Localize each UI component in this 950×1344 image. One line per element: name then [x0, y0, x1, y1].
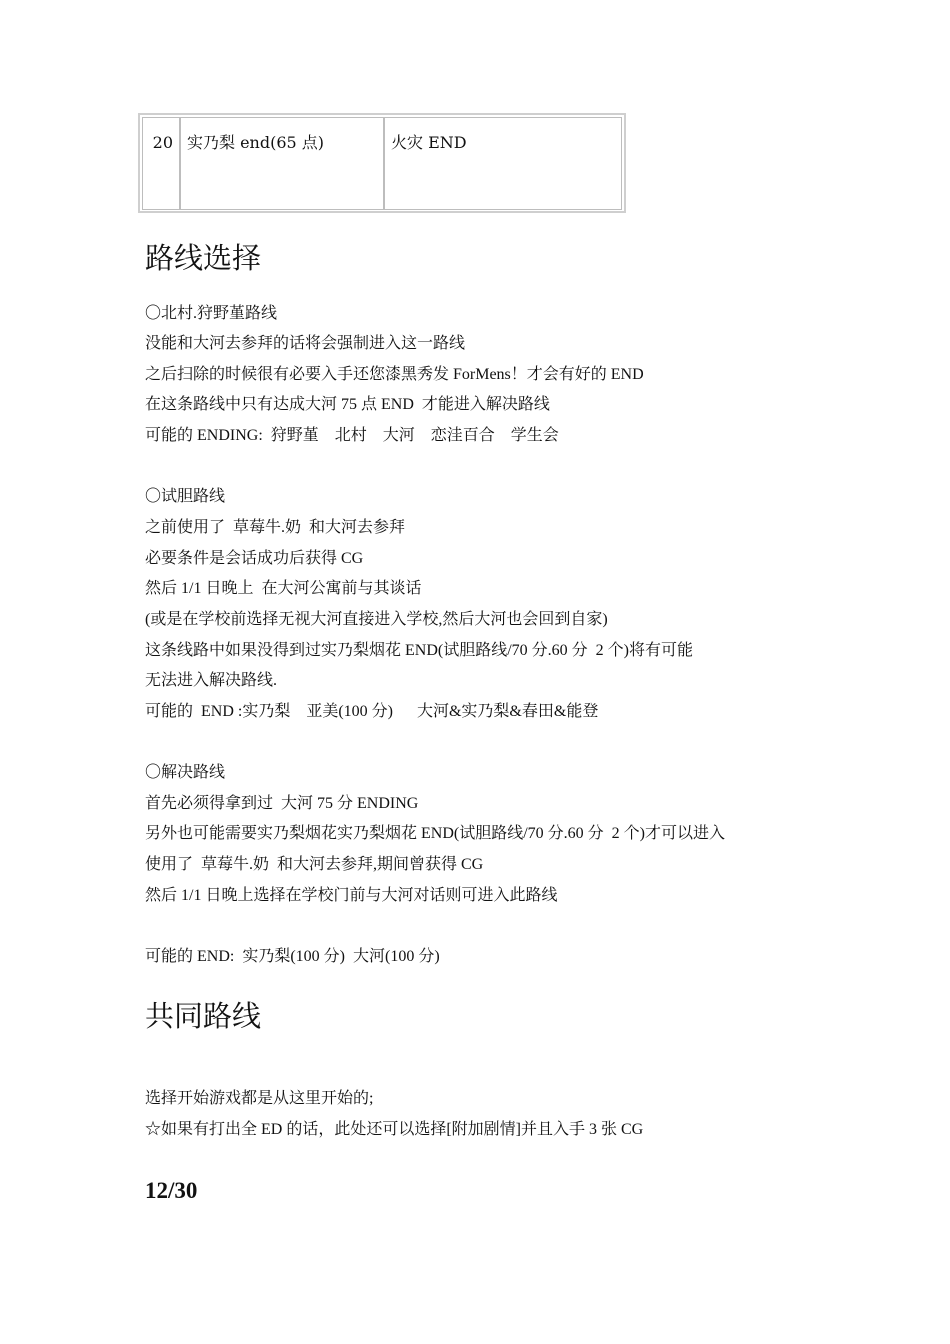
route2-line: 之前使用了 草莓牛.奶 和大河去参拜: [145, 519, 406, 536]
route3-line: 另外也可能需要实乃梨烟花实乃梨烟花 END(试胆路线/70 分.60 分 2 个)才可以进入: [145, 825, 725, 842]
ending-table: [138, 113, 626, 213]
common-line: 选择开始游戏都是从这里开始的;: [145, 1090, 374, 1107]
route3-line: 然后 1/1 日晚上选择在学校门前与大河对话则可进入此路线: [145, 887, 558, 904]
table-cell-ending-name: 实乃梨 end(65 点): [180, 117, 384, 210]
route1-title: 〇北村.狩野堇路线: [145, 305, 278, 322]
route2-line: 这条线路中如果没得到过实乃梨烟花 END(试胆路线/70 分.60 分 2 个)将有可能: [145, 642, 693, 659]
route2-line: 然后 1/1 日晚上 在大河公寓前与其谈话: [145, 580, 422, 597]
route1-line: 没能和大河去参拜的话将会强制进入这一路线: [145, 335, 466, 352]
route1-line: 在这条路线中只有达成大河 75 点 END 才能进入解决路线: [145, 396, 550, 413]
common-line: ☆如果有打出全 ED 的话，此处还可以选择[附加剧情]并且入手 3 张 CG: [145, 1121, 644, 1138]
common-route-heading: 共同路线: [145, 1001, 262, 1033]
route1-endings: 可能的 ENDING: 狩野堇 北村 大河 恋洼百合 学生会: [145, 427, 559, 444]
page-number: 12/30: [145, 1178, 198, 1203]
route-select-heading: 路线选择: [145, 243, 262, 275]
route3-title: 〇解决路线: [145, 764, 226, 781]
route2-title: 〇试胆路线: [145, 488, 226, 505]
route2-line: (或是在学校前选择无视大河直接进入学校,然后大河也会回到自家): [145, 611, 608, 628]
table-cell-number: 20: [142, 117, 180, 210]
route2-endings: 可能的 END :实乃梨 亚美(100 分) 大河&实乃梨&春田&能登: [145, 703, 599, 720]
route3-line: 使用了 草莓牛.奶 和大河去参拜,期间曾获得 CG: [145, 856, 484, 873]
route1-line: 之后扫除的时候很有必要入手还您漆黑秀发 ForMens！才会有好的 END: [145, 366, 644, 383]
route3-endings: 可能的 END: 实乃梨(100 分) 大河(100 分): [145, 948, 440, 965]
route3-line: 首先必须得拿到过 大河 75 分 ENDING: [145, 795, 419, 812]
route2-line: 必要条件是会话成功后获得 CG: [145, 550, 364, 567]
table-cell-ending-result: 火灾 END: [384, 117, 622, 210]
route2-line: 无法进入解决路线.: [145, 672, 278, 689]
